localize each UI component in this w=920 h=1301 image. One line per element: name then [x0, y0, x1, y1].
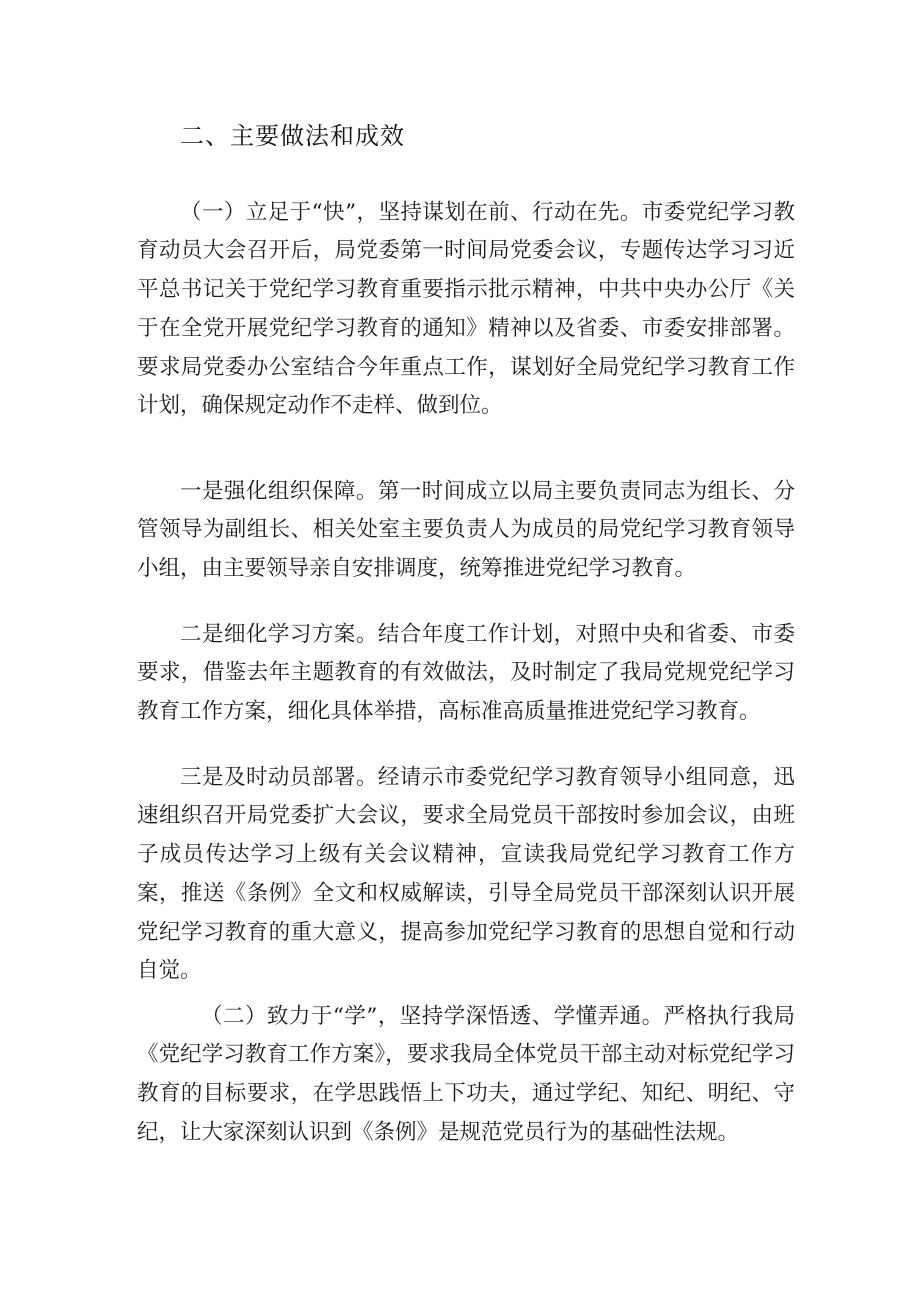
section-heading: 二、主要做法和成效: [180, 122, 405, 150]
paragraph-organization: 一是强化组织保障。第一时间成立以局主要负责同志为组长、分管领导为副组长、相关处室主要负责人为成员的局党纪学习教育领导小组，由主要领导亲自安排调度，统筹推进党纪学习教育。: [137, 478, 795, 582]
paragraph-mobilization: 三是及时动员部署。经请示市委党纪学习教育领导小组同意，迅速组织召开局党委扩大会议，要求全局党员干部按时参加会议，由班子成员传达学习上级有关会议精神，宣读我局党纪学习教育工作方案，推送《条例》全文和权威解读，引导全局党员干部深刻认识开展党纪学习教育的重大意义，提高参加党纪学习教育的思想自觉和行动自觉。: [137, 764, 795, 984]
paragraph-learning: （二）致力于“学”，坚持学深悟透、学懂弄通。严格执行我局《党纪学习教育工作方案》，要求我局全体党员干部主动对标党纪学习教育的目标要求，在学思践悟上下功夫，通过学纪、知纪、明纪、守纪，让大家深刻认识到《条例》是规范党员行为的基础性法规。: [137, 1003, 795, 1145]
paragraph-quick-action: （一）立足于“快”，坚持谋划在前、行动在先。市委党纪学习教育动员大会召开后，局党委第一时间局党委会议，专题传达学习习近平总书记关于党纪学习教育重要指示批示精神，中共中央办公厅《关于在全党开展党纪学习教育的通知》精神以及省委、市委安排部署。要求局党委办公室结合今年重点工作，谋划好全局党纪学习教育工作计划，确保规定动作不走样、做到位。: [137, 199, 795, 419]
paragraph-study-plan: 二是细化学习方案。结合年度工作计划，对照中央和省委、市委要求，借鉴去年主题教育的有效做法，及时制定了我局党规党纪学习教育工作方案，细化具体举措，高标准高质量推进党纪学习教育。: [137, 621, 795, 725]
